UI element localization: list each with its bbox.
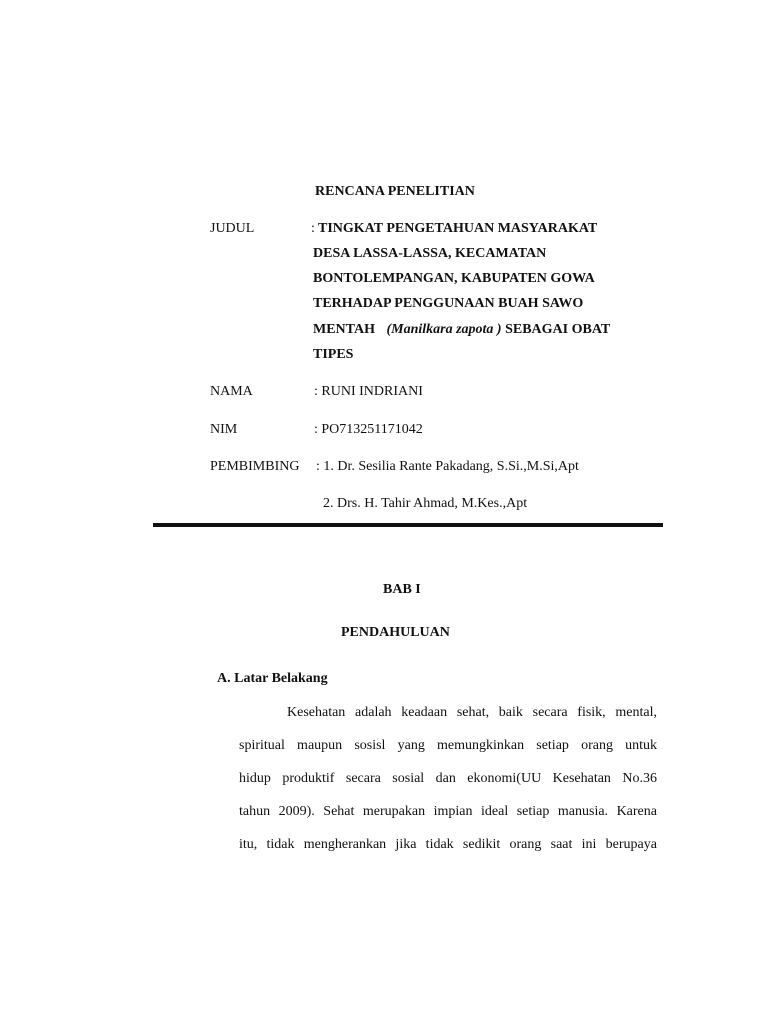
judul-line-1: TINGKAT PENGETAHUAN MASYARAKAT	[318, 221, 598, 236]
paragraph-line-4: tahun 2009). Sehat merupakan impian ideal setiap manusia. Karena	[239, 804, 657, 819]
document-title: RENCANA PENELITIAN	[315, 184, 475, 199]
pembimbing-2: 2. Drs. H. Tahir Ahmad, M.Kes.,Apt	[323, 496, 528, 511]
judul-line-5	[313, 322, 610, 338]
chapter-number: BAB I	[383, 582, 421, 597]
paragraph-line-3: hidup produktif secara sosial dan ekonomi(UU Kesehatan No.36	[239, 771, 657, 786]
nama-label: NAMA	[210, 384, 253, 399]
judul-line-2: DESA LASSA-LASSA, KECAMATAN	[313, 246, 547, 261]
judul-line-5-c: SEBAGAI OBAT	[505, 322, 611, 337]
paragraph-line-5: itu, tidak mengherankan jika tidak sedikit orang saat ini berupaya	[239, 837, 657, 852]
nama-value: : RUNI INDRIANI	[314, 384, 423, 399]
judul-line-4: TERHADAP PENGGUNAAN BUAH SAWO	[313, 296, 584, 311]
paragraph-line-1: Kesehatan adalah keadaan sehat, baik secara fisik, mental,	[287, 705, 657, 720]
scientific-name: (Manilkara zapota )	[386, 322, 502, 337]
nim-value: : PO713251171042	[314, 422, 423, 437]
pembimbing-label: PEMBIMBING	[210, 459, 300, 474]
judul-colon: :	[311, 221, 315, 236]
paragraph-line-2: spiritual maupun sosisl yang memungkinkan setiap orang untuk	[239, 738, 657, 753]
pembimbing-1: : 1. Dr. Sesilia Rante Pakadang, S.Si.,M.Si,Apt	[316, 459, 579, 474]
judul-line-5-a: MENTAH	[313, 322, 375, 337]
divider-rule	[153, 523, 663, 527]
chapter-title: PENDAHULUAN	[341, 625, 450, 640]
judul-label: JUDUL	[210, 221, 255, 236]
nim-label: NIM	[210, 422, 238, 437]
section-heading: A. Latar Belakang	[217, 671, 328, 686]
judul-line-6: TIPES	[313, 347, 354, 362]
judul-line-3: BONTOLEMPANGAN, KABUPATEN GOWA	[313, 271, 595, 286]
